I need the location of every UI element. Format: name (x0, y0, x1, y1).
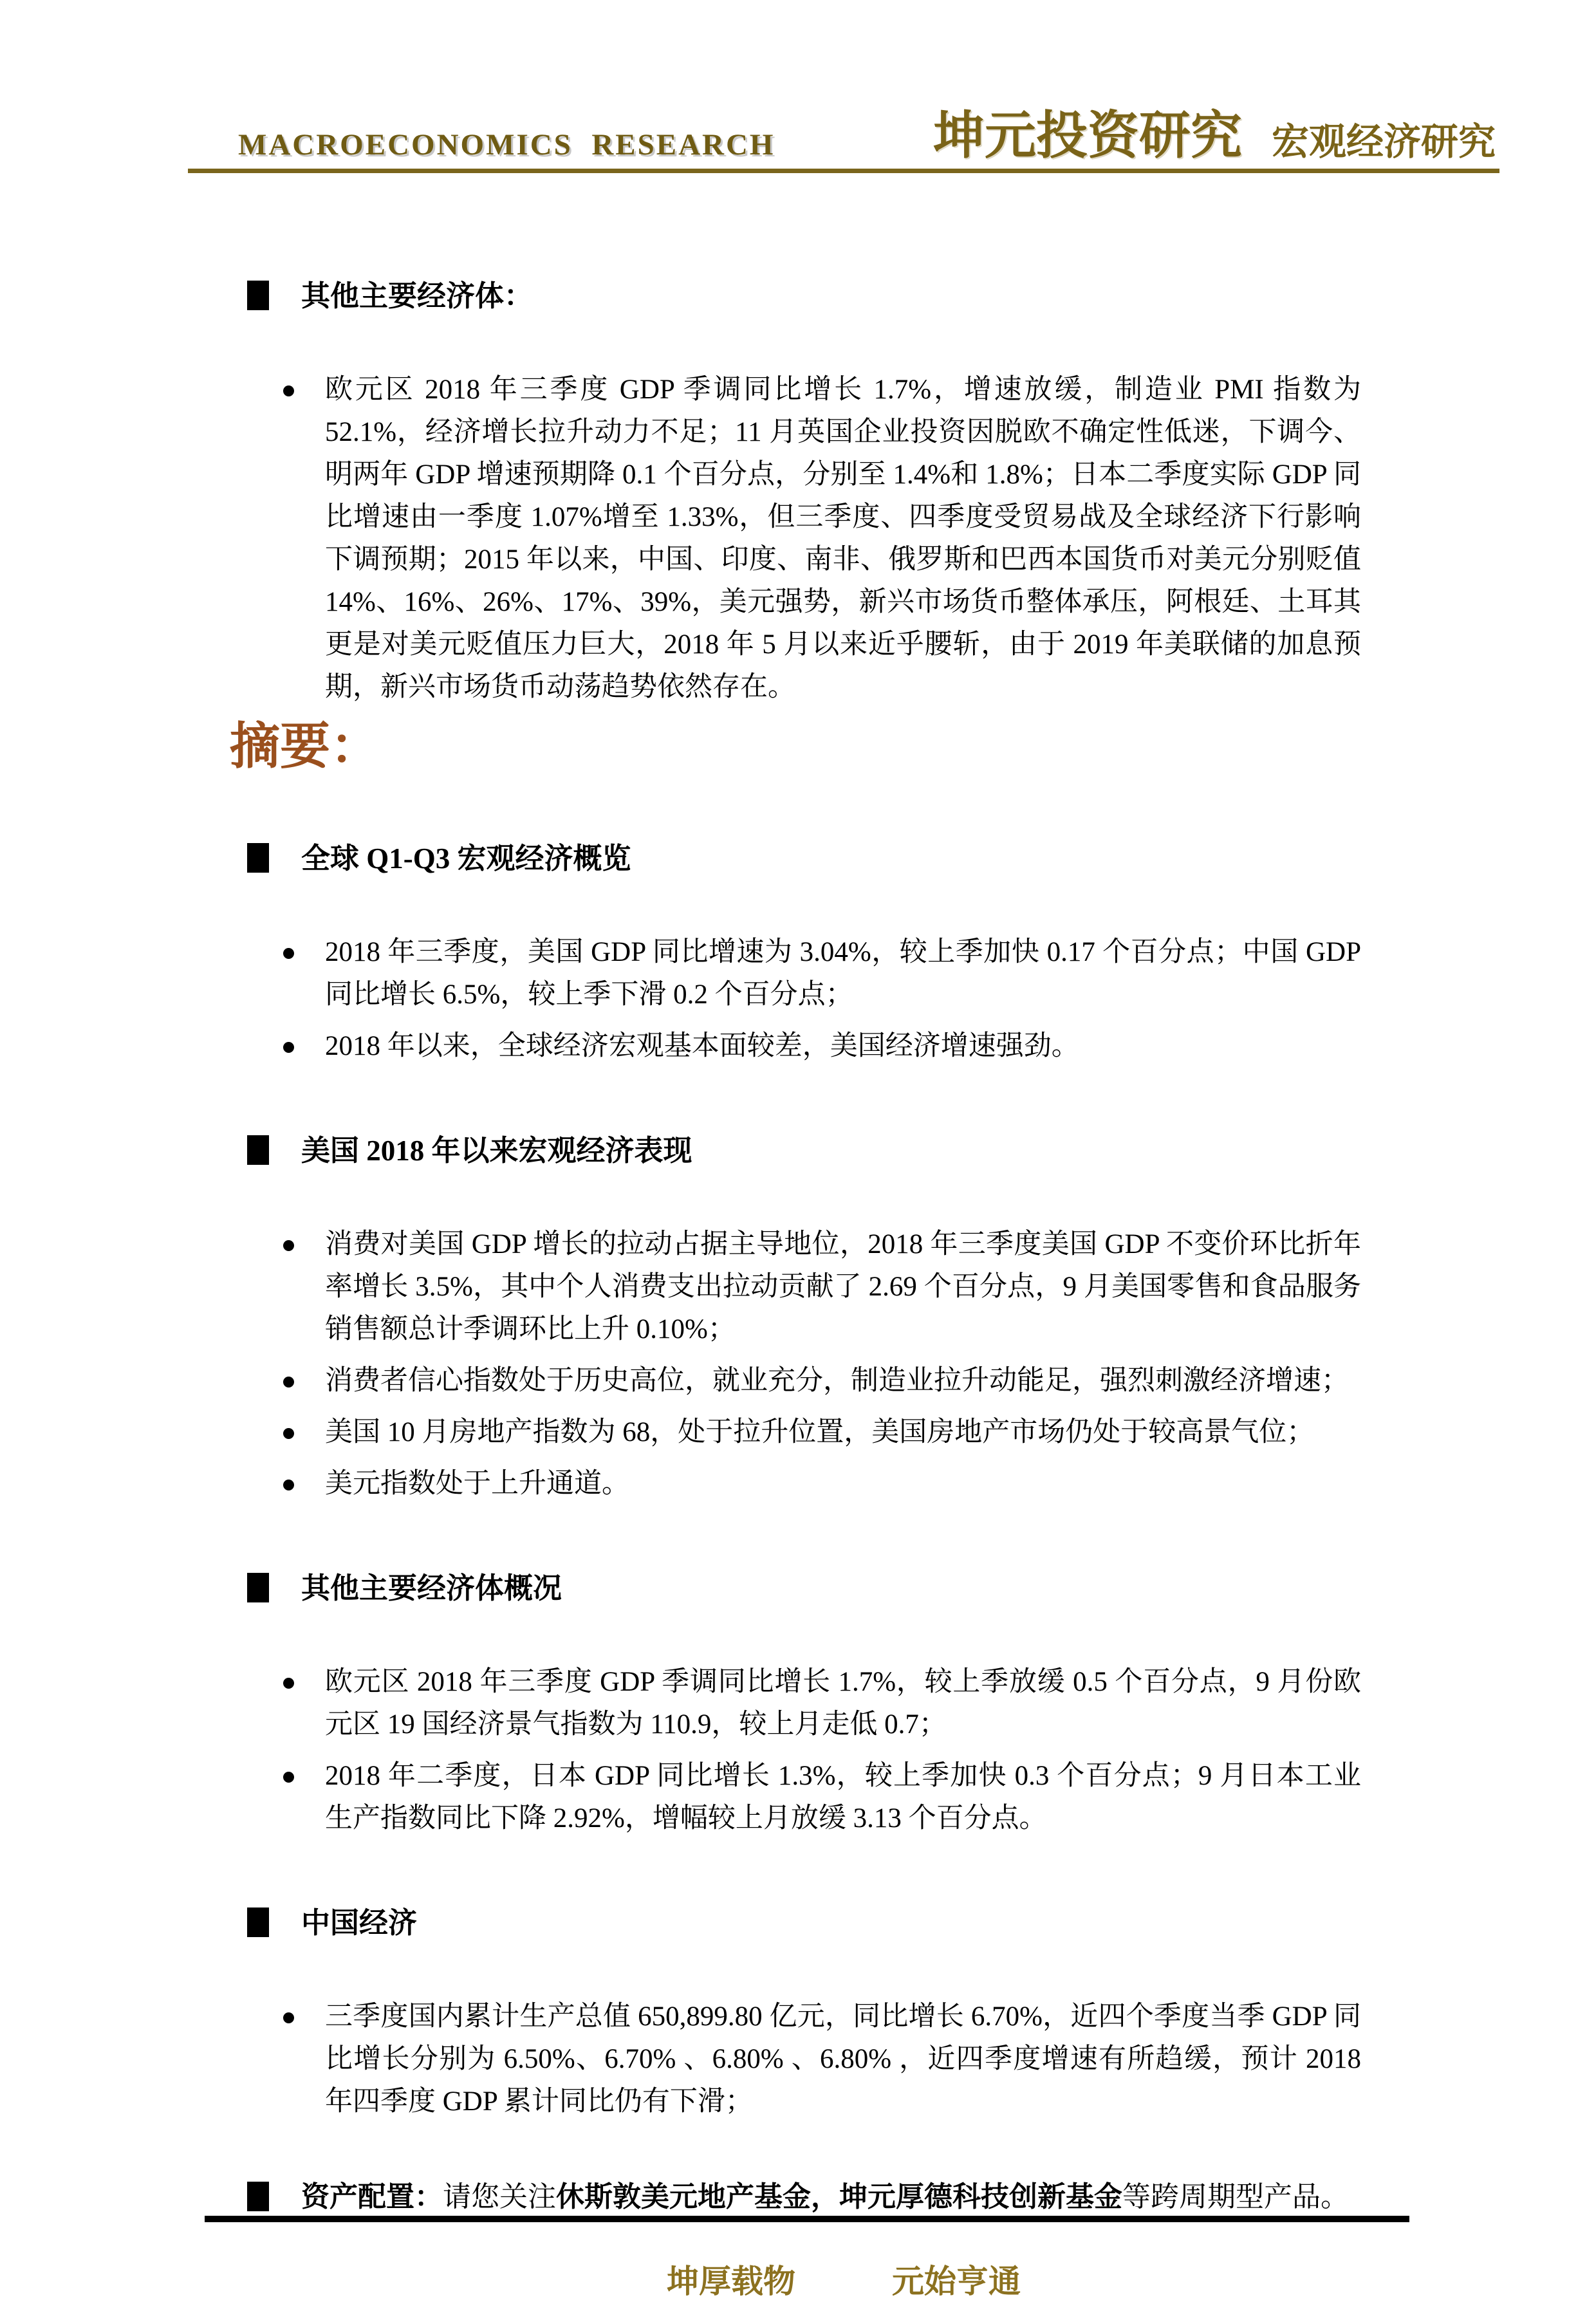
footer-motto (188, 2256, 1499, 2302)
asset-allocation-post: 等跨周期型产品。 (1122, 2180, 1349, 2213)
list-item (283, 1661, 1499, 1746)
page-footer (188, 2216, 1499, 2302)
item-text: 2018 年以来，全球经济宏观基本面较差，美国经济增速强劲。 (325, 1030, 1079, 1061)
page-header (188, 0, 1499, 173)
bullet-dot-icon (283, 1042, 294, 1053)
section-heading-global (247, 840, 1499, 877)
intro-section-heading (247, 277, 1499, 315)
item-text: 消费对美国 GDP 增长的拉动占据主导地位，2018 年三季度美国 GDP 不变价环比折年率增长 3.5%，其中个人消费支出拉动贡献了 2.69 个百分点，9 月美国零售和食品服务销售额总计季调环比上升 0.10%； (325, 1229, 1361, 1344)
item-text: 消费者信心指数处于历史高位，就业充分，制造业拉升动能足，强烈刺激经济增速； (325, 1365, 1349, 1396)
asset-allocation-text (301, 2178, 1466, 2216)
bullet-dot-icon (283, 1240, 294, 1251)
section-title: 中国经济 (301, 1906, 418, 1939)
square-bullet-icon (247, 1135, 269, 1165)
square-bullet-icon (247, 2182, 269, 2211)
section-heading-china (247, 1904, 1499, 1942)
brand-title: 坤元投资研究 (933, 108, 1242, 165)
intro-heading-label: 其他主要经济体： (301, 280, 534, 312)
item-text: 美元指数处于上升通道。 (325, 1468, 629, 1499)
item-text: 欧元区 2018 年三季度 GDP 季调同比增长 1.7%，较上季放缓 0.5 个百分点，9 月份欧元区 19 国经济景气指数为 110.9，较上月走低 0.7； (325, 1666, 1361, 1740)
asset-allocation-line (247, 2178, 1499, 2216)
brand-subtitle: 宏观经济研究 (1271, 121, 1496, 163)
bullet-dot-icon (283, 385, 294, 396)
list-item (283, 931, 1499, 1016)
item-text: 美国 10 月房地产指数为 68，处于拉升位置，美国房地产市场仍处于较高景气位； (325, 1416, 1315, 1447)
list-item (283, 1755, 1499, 1840)
asset-allocation-pre: 请您关注 (443, 2180, 556, 2213)
report-content (188, 0, 1499, 2216)
bullet-dot-icon (283, 1480, 294, 1490)
square-bullet-icon (247, 1908, 269, 1937)
section-heading-us (247, 1132, 1499, 1169)
section-title: 全球 Q1-Q3 宏观经济概览 (301, 842, 631, 875)
bullet-dot-icon (283, 1678, 294, 1689)
bullet-dot-icon (283, 948, 294, 959)
header-brand-group (933, 108, 1496, 165)
list-item (283, 1996, 1499, 2123)
bullet-dot-icon (283, 1377, 294, 1388)
item-text: 三季度国内累计生产总值 650,899.80 亿元，同比增长 6.70%，近四个季度当季 GDP 同比增长分别为 6.50%、6.70% 、6.80% 、6.80% ，近四季度增速有所趋缓，预计 2018 年四季度 GDP 累计同比仍有下滑； (325, 2001, 1361, 2117)
section-title: 美国 2018 年以来宏观经济表现 (301, 1134, 692, 1167)
item-text: 2018 年二季度，日本 GDP 同比增长 1.3%，较上季加快 0.3 个百分点；9 月日本工业生产指数同比下降 2.92%，增幅较上月放缓 3.13 个百分点。 (325, 1760, 1361, 1833)
footer-motto-left: 坤厚载物 (667, 2263, 795, 2299)
list-item (283, 1025, 1499, 1068)
bullet-dot-icon (283, 1428, 294, 1439)
asset-allocation-label: 资产配置： (301, 2180, 443, 2213)
section-title: 其他主要经济体概况 (301, 1572, 562, 1604)
bullet-dot-icon (283, 2012, 294, 2023)
list-item (283, 1463, 1499, 1505)
asset-allocation-funds: 休斯敦美元地产基金，坤元厚德科技创新基金 (556, 2180, 1122, 2213)
bullet-dot-icon (283, 1772, 294, 1783)
footer-motto-right: 元始亨通 (892, 2263, 1021, 2299)
intro-bullet-item (283, 369, 1499, 709)
summary-title: 摘要： (230, 718, 381, 774)
square-bullet-icon (247, 843, 269, 873)
list-item (283, 1411, 1499, 1454)
item-text: 2018 年三季度，美国 GDP 同比增速为 3.04%，较上季加快 0.17 个百分点；中国 GDP 同比增长 6.5%，较上季下滑 0.2 个百分点； (325, 936, 1361, 1010)
list-item (283, 1223, 1499, 1351)
section-heading-other-economies (247, 1570, 1499, 1607)
square-bullet-icon (247, 1573, 269, 1602)
square-bullet-icon (247, 281, 269, 310)
footer-divider (205, 2216, 1409, 2222)
intro-bullet-text: 欧元区 2018 年三季度 GDP 季调同比增长 1.7%，增速放缓，制造业 PMI 指数为 52.1%，经济增长拉升动力不足；11 月英国企业投资因脱欧不确定性低迷，下调今、明两年 GDP 增速预期降 0.1 个百分点，分别至 1.4%和 1.8%；日本二季度实际 GDP 同比增速由一季度 1.07%增至 1.33%，但三季度、四季度受贸易战及全球经济下行影响下调预期；2015 年以来，中国、印度、南非、俄罗斯和巴西本国货币对美元分别贬值 14%、16%、26%、17%、39%，美元强势，新兴市场货币整体承压，阿根廷、土耳其更是对美元贬值压力巨大，2018 年 5 月以来近乎腰斩，由于 2019 年美联储的加息预期，新兴市场货币动荡趋势依然存在。 (325, 375, 1361, 702)
header-title-en: MACROECONOMICS RESEARCH (238, 128, 775, 162)
list-item (283, 1360, 1499, 1402)
